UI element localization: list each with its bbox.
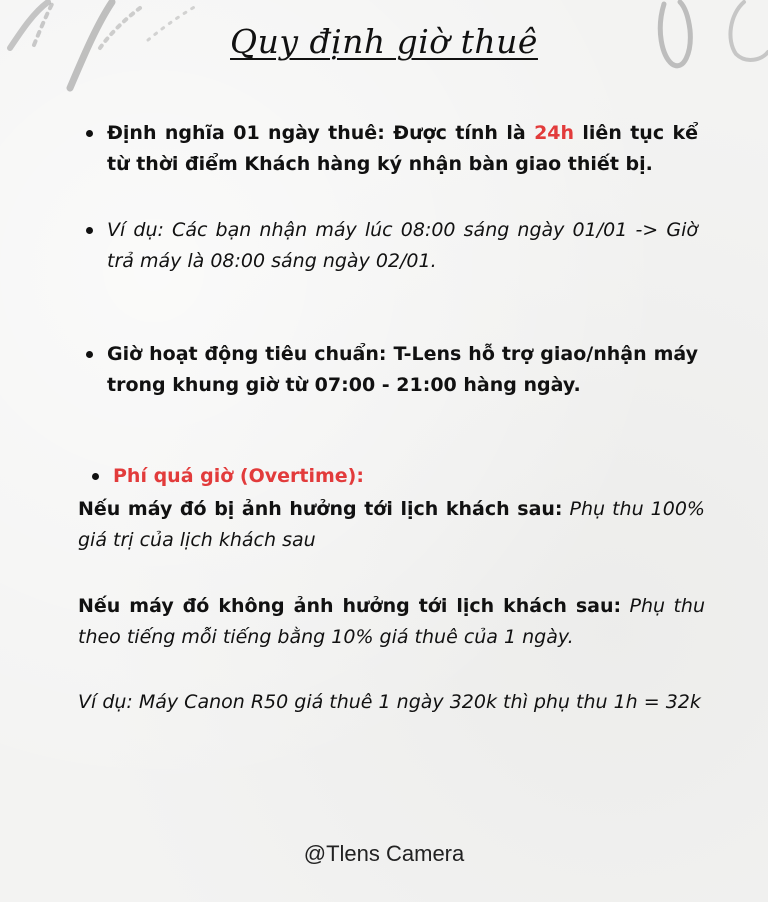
overtime-case-affected: [78, 494, 705, 556]
list-item-text: Ví dụ: Các bạn nhận máy lúc 08:00 sáng ngày 01/01 -> Giờ trả máy là 08:00 sáng ngày 02/01.: [107, 219, 698, 272]
bullet-icon: [86, 130, 93, 137]
list-item-text: [107, 339, 698, 401]
list-item-example: [86, 215, 698, 277]
highlight-24h: 24h: [534, 122, 575, 144]
case-text: Phụ thu 100% giá trị của lịch khách sau: [78, 498, 705, 551]
bullet-icon: [92, 473, 99, 480]
overtime-heading: Phí quá giờ (Overtime):: [113, 465, 364, 487]
item-label: Giờ hoạt động tiêu chuẩn:: [107, 343, 387, 365]
case-label: Nếu máy đó không ảnh hưởng tới lịch khách sau:: [78, 595, 622, 617]
item-label: Định nghĩa 01 ngày thuê:: [107, 122, 385, 144]
bullet-icon: [86, 227, 93, 234]
item-text: T-Lens hỗ trợ giao/nhận máy trong khung giờ từ 07:00 - 21:00 hàng ngày.: [107, 343, 698, 396]
list-item-text: [107, 118, 698, 180]
item-text: Được tính là: [384, 122, 535, 144]
page-title-text: Quy định giờ thuê: [230, 22, 538, 61]
item-text: liên tục kể từ thời điểm Khách hàng ký nhận bàn giao thiết bị.: [107, 122, 698, 175]
list-item-rental-day: [86, 118, 698, 180]
bullet-icon: [86, 351, 93, 358]
list-item-operating-hours: [86, 339, 698, 401]
case-text: Phụ thu theo tiếng mỗi tiếng bằng 10% giá thuê của 1 ngày.: [78, 595, 705, 648]
list-item-overtime: [92, 461, 704, 492]
overtime-example: Ví dụ: Máy Canon R50 giá thuê 1 ngày 320k thì phụ thu 1h = 32k: [78, 691, 701, 713]
overtime-case-not-affected: [78, 591, 705, 653]
case-label: Nếu máy đó bị ảnh hưởng tới lịch khách sau:: [78, 498, 563, 520]
page-title: [0, 22, 768, 61]
footer-brand: @Tlens Camera: [303, 841, 465, 866]
